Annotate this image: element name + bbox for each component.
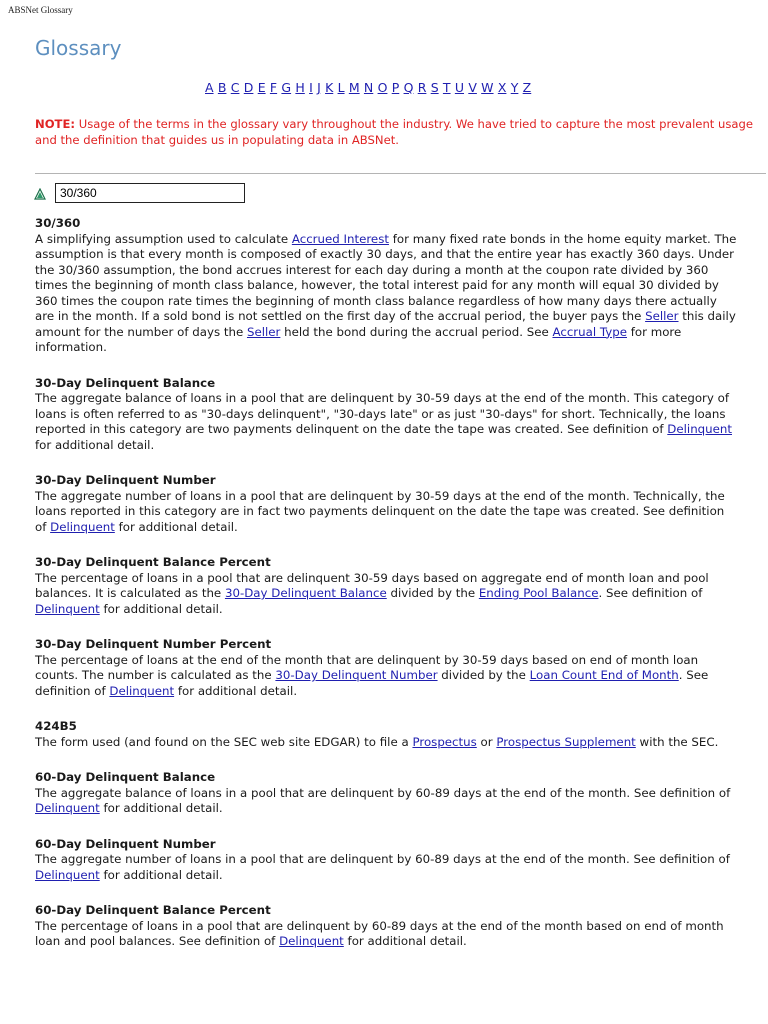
- entry-definition: [35, 852, 737, 883]
- alpha-link-o[interactable]: O: [377, 80, 388, 95]
- alpha-link-f[interactable]: F: [269, 80, 278, 95]
- definition-link[interactable]: Delinquent: [109, 683, 175, 698]
- glossary-entry: [35, 473, 737, 535]
- alpha-link-q[interactable]: Q: [403, 80, 414, 95]
- alpha-link-k[interactable]: K: [325, 80, 334, 95]
- alpha-link-m[interactable]: M: [348, 80, 360, 95]
- definition-text: for additional detail.: [99, 867, 223, 882]
- glossary-entry: [35, 376, 737, 454]
- definition-link[interactable]: Ending Pool Balance: [478, 586, 599, 600]
- definition-text: or: [476, 734, 497, 749]
- entry-term: 30-Day Delinquent Balance: [35, 375, 216, 390]
- entry-definition: [35, 232, 737, 356]
- definition-text: The aggregate balance of loans in a pool that are delinquent by 30-59 days at the end of the month. This category of loans is often referred to as "30-days delinquent", "30-days late" or as just "30-days" for short. Technically, the loans reported in this category are two payments delinquent on the date the tape was created. See definition of: [35, 391, 729, 436]
- definition-link[interactable]: Delinquent: [667, 422, 732, 436]
- glossary-entries: [35, 216, 737, 970]
- definition-text: for many fixed rate bonds in the home equity market. The assumption is that every month is composed of exactly 30 days, and that the entire year has exactly 360 days. Under the 30/360 assumption, the bond accrues interest for each day during a month at the coupon rate divided by 360 times the beginning of month class balance, however, the total interest paid for any month will equal 30 divided by 360 times the coupon rate times the beginning of month class balance regardless of how many days there actually are in the month. If a sold bond is not settled on the first day of the accrual period, the buyer pays the: [35, 231, 737, 323]
- definition-text: for more information.: [35, 324, 682, 354]
- alpha-link-r[interactable]: R: [417, 80, 427, 95]
- alpha-link-d[interactable]: D: [243, 80, 254, 95]
- alphabet-index: [205, 80, 536, 95]
- definition-link[interactable]: Seller: [645, 309, 679, 323]
- glossary-entry: [35, 216, 737, 356]
- definition-link[interactable]: Loan Count End of Month: [529, 668, 679, 682]
- glossary-entry: [35, 903, 737, 950]
- definition-text: for additional detail.: [99, 601, 223, 616]
- alpha-link-y[interactable]: Y: [510, 80, 519, 95]
- definition-link[interactable]: Accrual Type: [552, 324, 627, 339]
- up-triangle-icon[interactable]: [34, 188, 46, 200]
- definition-text: with the SEC.: [635, 734, 719, 749]
- entry-definition: [35, 735, 737, 751]
- definition-link[interactable]: Delinquent: [50, 519, 115, 534]
- definition-link[interactable]: 30-Day Delinquent Balance: [224, 586, 387, 600]
- alpha-link-z[interactable]: Z: [522, 80, 532, 95]
- alpha-link-v[interactable]: V: [468, 80, 477, 95]
- entry-definition: [35, 571, 737, 618]
- definition-link[interactable]: Delinquent: [35, 801, 100, 815]
- entry-definition: [35, 919, 737, 950]
- definition-link[interactable]: Seller: [246, 324, 281, 339]
- definition-link[interactable]: Delinquent: [35, 867, 100, 882]
- alpha-link-g[interactable]: G: [281, 80, 292, 95]
- definition-text: for additional detail.: [114, 519, 238, 534]
- definition-text: The percentage of loans at the end of the month that are delinquent by 30-59 days based on end of month loan counts. The number is calculated as the: [35, 652, 699, 682]
- definition-text: . See definition of: [598, 586, 703, 600]
- note-label: NOTE:: [35, 117, 76, 131]
- page-header: ABSNet Glossary: [8, 5, 73, 15]
- definition-text: for additional detail.: [174, 683, 298, 698]
- divider: [35, 173, 766, 174]
- glossary-entry: [35, 770, 737, 817]
- alpha-link-a[interactable]: A: [205, 80, 214, 95]
- definition-text: divided by the: [437, 668, 530, 682]
- alpha-link-n[interactable]: N: [363, 80, 374, 95]
- entry-term: 30-Day Delinquent Balance Percent: [35, 555, 271, 569]
- definition-text: divided by the: [386, 586, 479, 600]
- entry-term: 424B5: [35, 719, 77, 733]
- note-text: Usage of the terms in the glossary vary throughout the industry. We have tried to capture the most prevalent usage and the definition that guides us in populating data in ABSNet.: [35, 117, 754, 147]
- entry-term: 60-Day Delinquent Balance Percent: [35, 903, 271, 917]
- alpha-link-t[interactable]: T: [442, 80, 451, 95]
- alpha-link-e[interactable]: E: [257, 80, 266, 95]
- alpha-link-p[interactable]: P: [391, 80, 400, 95]
- alpha-link-u[interactable]: U: [454, 80, 465, 95]
- definition-link[interactable]: 30-Day Delinquent Number: [275, 668, 438, 682]
- entry-definition: [35, 786, 737, 817]
- definition-link[interactable]: Prospectus Supplement: [496, 734, 636, 749]
- entry-term: 30/360: [35, 216, 81, 230]
- definition-link[interactable]: Accrued Interest: [291, 231, 389, 246]
- definition-text: The aggregate balance of loans in a pool that are delinquent by 60-89 days at the end of the month. See definition of: [35, 785, 731, 800]
- alpha-link-s[interactable]: S: [430, 80, 439, 95]
- definition-text: The aggregate number of loans in a pool that are delinquent by 60-89 days at the end of the month. See definition of: [35, 852, 730, 866]
- definition-link[interactable]: Delinquent: [35, 601, 100, 616]
- alpha-link-l[interactable]: L: [337, 80, 345, 95]
- definition-text: for additional detail.: [35, 437, 155, 452]
- entry-term: 30-Day Delinquent Number: [35, 473, 216, 487]
- alpha-link-j[interactable]: J: [317, 80, 321, 95]
- alpha-link-b[interactable]: B: [217, 80, 227, 95]
- entry-definition: [35, 489, 737, 536]
- page-title: Glossary: [35, 36, 122, 60]
- definition-text: The percentage of loans in a pool that are delinquent by 60-89 days at the end of the month based on end of month loan and pool balances. See definition of: [35, 918, 724, 948]
- entry-definition: [35, 391, 737, 453]
- alpha-link-c[interactable]: C: [230, 80, 240, 95]
- definition-text: The form used (and found on the SEC web site EDGAR) to file a: [35, 734, 413, 749]
- note-block: [35, 117, 755, 148]
- alpha-link-h[interactable]: H: [295, 80, 305, 95]
- definition-text: A simplifying assumption used to calculate: [35, 231, 292, 246]
- definition-text: held the bond during the accrual period. See: [280, 324, 553, 339]
- definition-text: . See definition of: [35, 668, 709, 698]
- definition-text: for additional detail.: [343, 934, 467, 948]
- alpha-link-x[interactable]: X: [497, 80, 507, 95]
- term-jump-select[interactable]: 30/360: [55, 183, 245, 203]
- alpha-link-i[interactable]: I: [309, 80, 313, 95]
- glossary-entry: [35, 719, 737, 750]
- definition-text: The aggregate number of loans in a pool that are delinquent by 30-59 days at the end of the month. Technically, the loans reported in this category are in fact two payments delinquent on the date the tape was created. See definition of: [35, 488, 725, 534]
- definition-text: for additional detail.: [99, 801, 223, 815]
- entry-term: 60-Day Delinquent Number: [35, 836, 216, 851]
- definition-text: this daily amount for the number of days the: [35, 309, 736, 339]
- definition-link[interactable]: Delinquent: [279, 934, 344, 948]
- definition-text: The percentage of loans in a pool that are delinquent 30-59 days based on aggregate end of month loan and pool balances. It is calculated as the: [35, 570, 709, 600]
- alpha-link-w[interactable]: W: [481, 80, 494, 95]
- entry-term: 30-Day Delinquent Number Percent: [35, 637, 272, 651]
- entry-definition: [35, 653, 737, 700]
- glossary-entry: [35, 837, 737, 884]
- definition-link[interactable]: Prospectus: [412, 734, 477, 749]
- glossary-entry: [35, 555, 737, 617]
- glossary-entry: [35, 637, 737, 699]
- entry-term: 60-Day Delinquent Balance: [35, 770, 216, 784]
